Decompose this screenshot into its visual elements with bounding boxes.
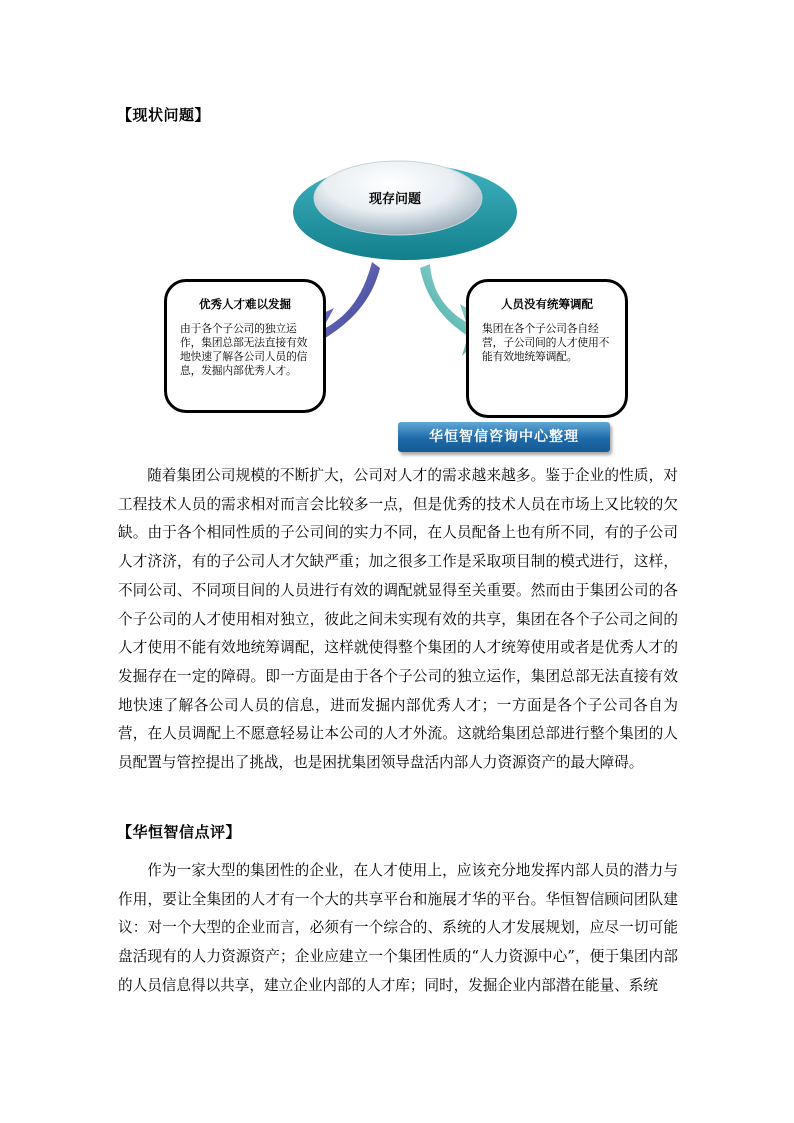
problem-box-text: 由于各个子公司的独立运作，集团总部无法直接有效地快速了解各公司人员的信息，发掘内部优秀人才。 xyxy=(180,322,308,377)
section-heading-review: 【华恒智信点评】 xyxy=(117,823,242,841)
problem-box-talent xyxy=(164,279,326,413)
section-heading-current-problems: 【现状问题】 xyxy=(117,106,211,124)
problem-box-title: 人员没有统筹调配 xyxy=(501,297,593,311)
problem-box-text: 集团在各个子公司各自经营，子公司间的人才使用不能有效地统筹调配。 xyxy=(482,322,610,363)
paragraph-review: 作为一家大型的集团性的企业，在人才使用上，应该充分地发挥内部人员的潜力与作用，要让全集团的人才有一个大的共享平台和施展才华的平台。华恒智信顾问团队建议：对一个大型的企业而言，必须有一个综合的、系统的人才发展规划，应尽一切可能盘活现有的人力资源资产；企业应建立一个集团性质的“人力资源中心”，便于集团内部的人员信息得以共享，建立企业内部的人才库；同时，发掘企业内部潜在能量、系统 xyxy=(118,862,678,994)
problem-diagram xyxy=(0,0,794,470)
paragraph-current-problems: 随着集团公司规模的不断扩大，公司对人才的需求越来越多。鉴于企业的性质，对工程技术人员的需求相对而言会比较多一点，但是优秀的技术人员在市场上又比较的欠缺。由于各个相同性质的子公司间的实力不同，在人员配备上也有所不同，有的子公司人才济济，有的子公司人才欠缺严重；加之很多工作是采取项目制的模式进行，这样，不同公司、不同项目间的人员进行有效的调配就显得至关重要。然而由于集团公司的各个子公司的人才使用相对独立，彼此之间未实现有效的共享，集团在各个子公司之间的人才使用不能有效地统筹调配，这样就使得整个集团的人才统筹使用或者是优秀人才的发掘存在一定的障碍。即一方面是由于各个子公司的独立运作，集团总部无法直接有效地快速了解各公司人员的信息，进而发掘内部优秀人才；一方面是各个子公司各自为营，在人员调配上不愿意轻易让本公司的人才外流。这就给集团总部进行整个集团的人员配置与管控提出了挑战，也是困扰集团领导盘活内部人力资源资产的最大障碍。 xyxy=(118,467,678,772)
center-label: 现存问题 xyxy=(368,192,421,207)
diagram-graphics xyxy=(0,0,794,470)
problem-box-title: 优秀人才难以发掘 xyxy=(199,297,291,311)
source-banner: 华恒智信咨询中心整理 xyxy=(398,422,610,452)
problem-box-allocation xyxy=(466,279,628,418)
